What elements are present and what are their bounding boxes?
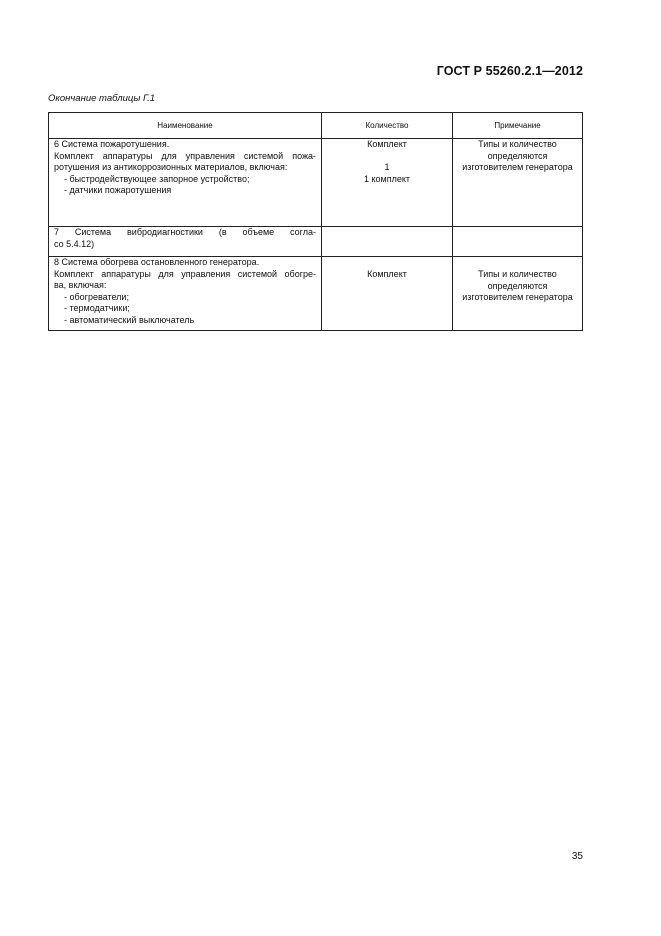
row-8-quantity-cell: [322, 257, 453, 331]
table-caption: Окончание таблицы Г.1: [48, 93, 156, 104]
column-header-note: Примечание: [453, 113, 583, 139]
row-8-line: Комплект аппаратуры для управления системой обогре-: [54, 268, 316, 279]
row-6-list-item: - датчики пожаротушения: [64, 185, 172, 195]
row-7-line: со 5.4.12): [54, 238, 95, 249]
row-8-name-cell: [49, 257, 322, 331]
row-6-note-line: определяются: [487, 150, 548, 161]
row-6-note-line: изготовителем генератора: [462, 162, 573, 172]
row-8-list-item: - обогреватели;: [64, 291, 129, 302]
table-header-row: [49, 113, 583, 139]
row-8-list-item: - автоматический выключатель: [64, 314, 195, 325]
column-header-quantity: Количество: [322, 113, 453, 139]
row-8-note-line: определяются: [487, 280, 548, 291]
row-6-list-item: - быстродействующее запорное устройство;: [64, 173, 250, 184]
row-6-quantity-spacer: [327, 151, 447, 163]
row-6-line: ротушения из антикоррозионных материалов, включая:: [54, 162, 288, 172]
row-6-quantity-cell: [322, 139, 453, 227]
row-6-quantity-line: 1: [384, 162, 390, 172]
row-7-title: 7 Система вибродиагностики (в объеме согла-: [54, 227, 316, 237]
row-8-note-line: изготовителем генератора: [462, 292, 573, 302]
row-7-quantity-cell: [322, 227, 453, 257]
table-row: [49, 139, 583, 227]
column-header-name: Наименование: [49, 113, 322, 139]
row-6-quantity-line: 1 комплект: [363, 173, 411, 184]
row-6-note-cell: [453, 139, 583, 227]
page-number: 35: [571, 851, 583, 862]
row-8-title: 8 Система обогрева остановленного генератора.: [54, 257, 260, 267]
row-6-quantity-line: Комплект: [367, 139, 407, 149]
table-row: [49, 257, 583, 331]
row-7-note-cell: [453, 227, 583, 257]
row-6-name-cell: [49, 139, 322, 227]
row-6-title: 6 Система пожаротушения.: [54, 139, 170, 149]
row-6-note-line: Типы и количество: [478, 139, 557, 149]
specification-table: [48, 112, 583, 331]
row-8-quantity-line: Комплект: [367, 269, 407, 279]
row-8-list-item: - термодатчики;: [64, 303, 130, 313]
row-6-line: Комплект аппаратуры для управления системой пожа-: [54, 150, 316, 161]
document-code: ГОСТ Р 55260.2.1—2012: [436, 64, 583, 78]
row-8-line: ва, включая:: [54, 280, 107, 290]
table-row: [49, 227, 583, 257]
row-8-note-cell: [453, 257, 583, 331]
row-7-name-cell: [49, 227, 322, 257]
row-8-note-line: Типы и количество: [478, 269, 557, 279]
